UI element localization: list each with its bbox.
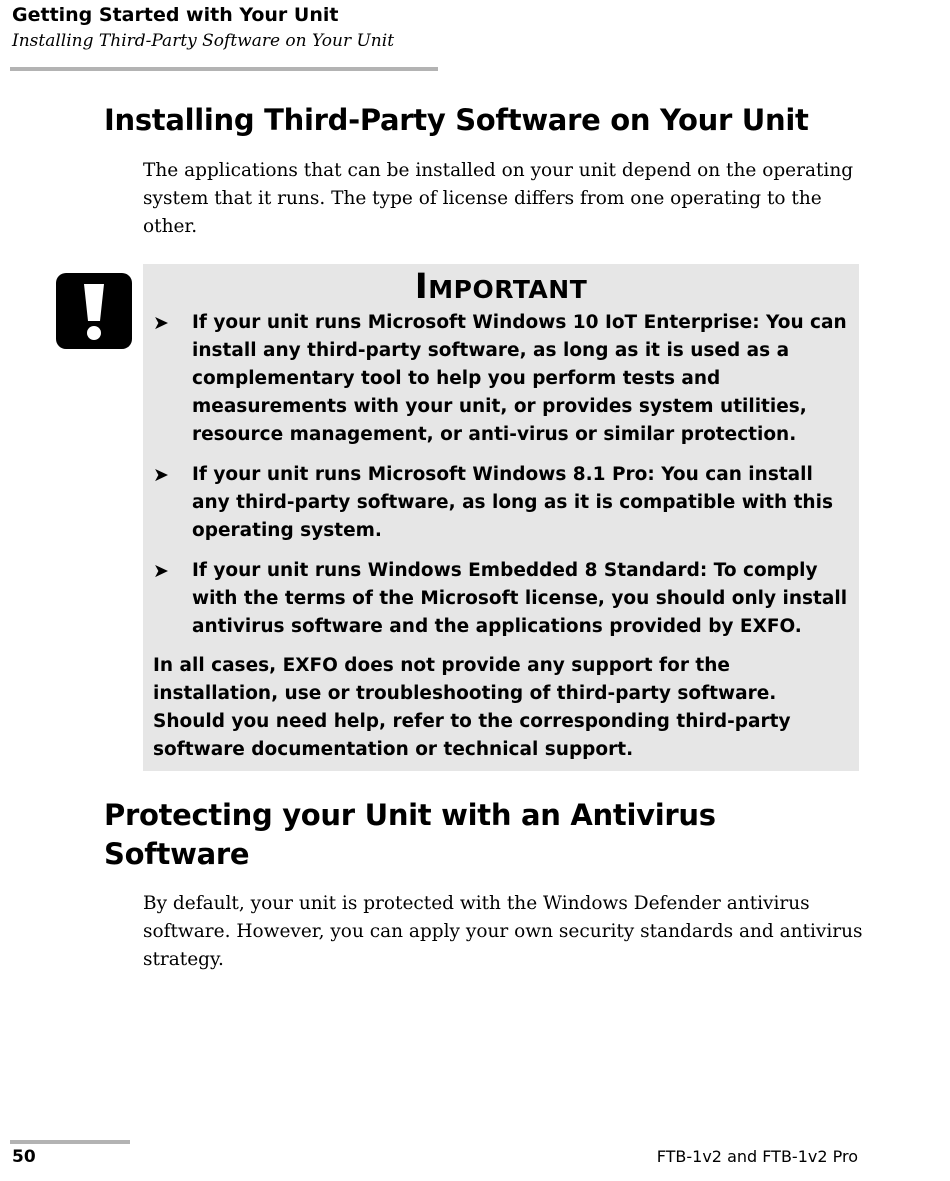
section-heading-install-software: Installing Third-Party Software on Your Unit xyxy=(104,103,809,137)
antivirus-paragraph: By default, your unit is protected with the Windows Defender antivirus software. However, you can apply your own security standards and antivirus strategy. xyxy=(143,893,863,970)
bullet-text: If your unit runs Microsoft Windows 8.1 Pro: You can install any third-party software, as long as it is compatible with this operating system. xyxy=(192,464,833,541)
important-closing-text: In all cases, EXFO does not provide any support for the installation, use or troubleshooting of third-party software. Should you need help, refer to the corresponding third-party software documentation or technical support. xyxy=(153,655,791,760)
intro-paragraph: The applications that can be installed on your unit depend on the operating system that it runs. The type of license differs from one operating to the other. xyxy=(143,160,854,237)
arrow-bullet-icon: ➤ xyxy=(153,560,169,582)
important-bullet xyxy=(153,461,849,545)
chapter-title: Getting Started with Your Unit xyxy=(12,4,339,26)
important-bullet xyxy=(153,557,849,641)
running-section-title: Installing Third-Party Software on Your Unit xyxy=(12,31,395,51)
product-name: FTB-1v2 and FTB-1v2 Pro xyxy=(656,1147,858,1166)
important-note xyxy=(143,264,859,771)
important-title: Important xyxy=(414,267,588,307)
section-heading-antivirus: Protecting your Unit with an Antivirus Software xyxy=(104,798,716,871)
footer-divider xyxy=(10,1140,130,1144)
header-divider xyxy=(10,67,438,71)
arrow-bullet-icon: ➤ xyxy=(153,464,169,486)
arrow-bullet-icon: ➤ xyxy=(153,312,169,334)
important-bullet-list xyxy=(153,309,849,653)
bullet-text: If your unit runs Windows Embedded 8 Standard: To comply with the terms of the Microsoft license, you should only install antivirus software and the applications provided by EXFO. xyxy=(192,560,848,637)
exclamation-icon xyxy=(56,273,132,349)
page-number: 50 xyxy=(12,1147,36,1167)
running-header xyxy=(12,2,438,52)
bullet-text: If your unit runs Microsoft Windows 10 IoT Enterprise: You can install any third-party software, as long as it is used as a complementary tool to help you perform tests and measurements with your unit, or provides system utilities, resource management, or anti-virus or similar protection. xyxy=(192,312,847,445)
important-bullet xyxy=(153,309,849,449)
